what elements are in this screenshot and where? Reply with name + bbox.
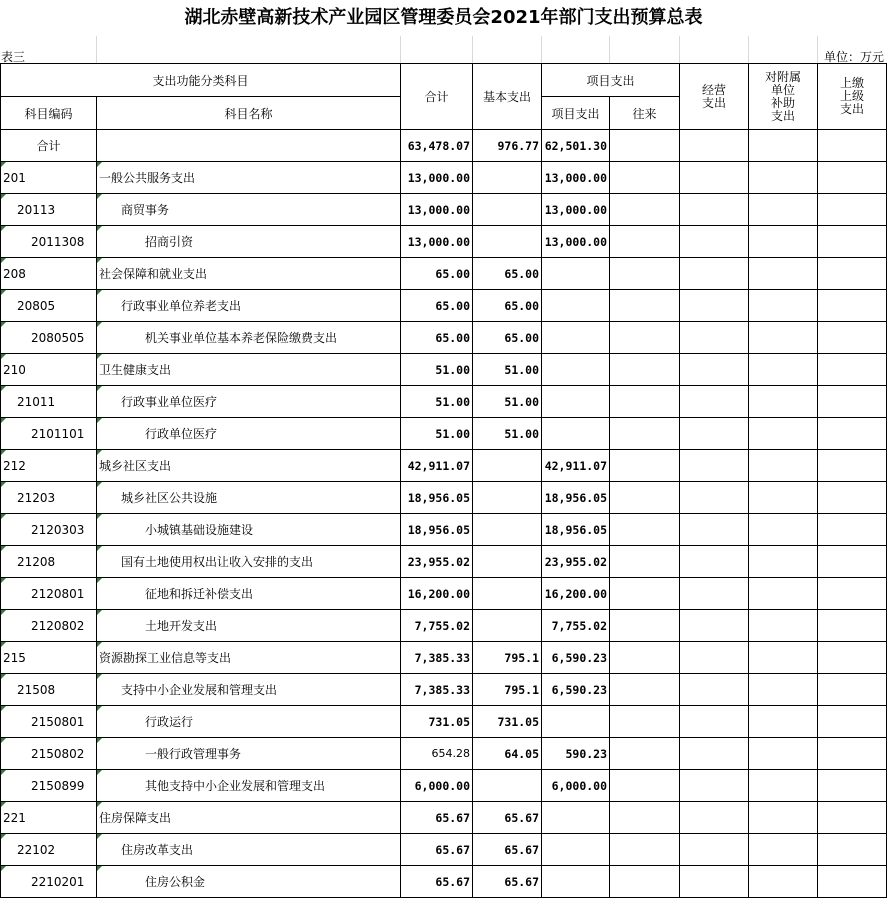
row-project bbox=[542, 802, 610, 834]
row-project: 18,956.05 bbox=[542, 514, 610, 546]
row-basic bbox=[473, 770, 542, 802]
row-total: 23,955.02 bbox=[401, 546, 473, 578]
row-basic bbox=[473, 226, 542, 258]
cell-empty bbox=[97, 130, 401, 162]
cell-empty bbox=[610, 130, 680, 162]
cell-empty bbox=[749, 290, 818, 322]
row-total: 731.05 bbox=[401, 706, 473, 738]
row-project: 13,000.00 bbox=[542, 162, 610, 194]
row-total: 16,200.00 bbox=[401, 578, 473, 610]
cell-empty bbox=[818, 866, 887, 898]
row-project: 7,755.02 bbox=[542, 610, 610, 642]
cell-empty bbox=[680, 546, 749, 578]
header-basic: 基本支出 bbox=[473, 64, 542, 130]
row-code: 2120802 bbox=[1, 610, 97, 642]
row-name: 行政单位医疗 bbox=[97, 418, 401, 450]
row-code: 201 bbox=[1, 162, 97, 194]
cell-empty bbox=[680, 610, 749, 642]
cell-empty bbox=[818, 770, 887, 802]
cell-empty bbox=[680, 130, 749, 162]
row-total: 65.67 bbox=[401, 834, 473, 866]
row-project bbox=[542, 258, 610, 290]
cell-empty bbox=[749, 418, 818, 450]
row-code: 20805 bbox=[1, 290, 97, 322]
cell-empty bbox=[680, 418, 749, 450]
row-project bbox=[542, 834, 610, 866]
row-code: 208 bbox=[1, 258, 97, 290]
row-name: 征地和拆迁补偿支出 bbox=[97, 578, 401, 610]
cell-empty bbox=[818, 610, 887, 642]
cell-empty bbox=[680, 514, 749, 546]
cell-empty bbox=[749, 258, 818, 290]
row-total: 18,956.05 bbox=[401, 514, 473, 546]
gridline bbox=[541, 36, 542, 63]
table-row bbox=[1, 514, 887, 546]
row-code: 2101101 bbox=[1, 418, 97, 450]
row-code: 22102 bbox=[1, 834, 97, 866]
cell-empty bbox=[818, 450, 887, 482]
cell-empty bbox=[610, 162, 680, 194]
cell-empty bbox=[749, 354, 818, 386]
header-code: 科目编码 bbox=[1, 97, 97, 130]
header-category: 支出功能分类科目 bbox=[1, 64, 401, 97]
cell-empty bbox=[818, 354, 887, 386]
row-project bbox=[542, 386, 610, 418]
row-total: 7,755.02 bbox=[401, 610, 473, 642]
table-row bbox=[1, 226, 887, 258]
cell-empty bbox=[610, 546, 680, 578]
row-total: 51.00 bbox=[401, 418, 473, 450]
cell-empty bbox=[818, 418, 887, 450]
row-basic: 65.00 bbox=[473, 322, 542, 354]
row-code: 21508 bbox=[1, 674, 97, 706]
cell-empty bbox=[749, 610, 818, 642]
cell-empty bbox=[818, 706, 887, 738]
budget-table bbox=[0, 63, 887, 898]
cell-empty bbox=[610, 418, 680, 450]
row-basic: 65.00 bbox=[473, 290, 542, 322]
header-name: 科目名称 bbox=[97, 97, 401, 130]
header-transfer: 往来 bbox=[610, 97, 680, 130]
row-code: 2210201 bbox=[1, 866, 97, 898]
table-row bbox=[1, 450, 887, 482]
row-basic: 51.00 bbox=[473, 418, 542, 450]
table-row bbox=[1, 290, 887, 322]
table-row bbox=[1, 578, 887, 610]
row-name: 行政事业单位医疗 bbox=[97, 386, 401, 418]
cell-empty bbox=[749, 226, 818, 258]
row-name: 其他支持中小企业发展和管理支出 bbox=[97, 770, 401, 802]
row-code: 221 bbox=[1, 802, 97, 834]
cell-empty bbox=[610, 802, 680, 834]
row-total: 65.00 bbox=[401, 322, 473, 354]
row-name: 土地开发支出 bbox=[97, 610, 401, 642]
gridline bbox=[609, 36, 610, 63]
cell-empty bbox=[818, 738, 887, 770]
row-code: 2011308 bbox=[1, 226, 97, 258]
row-total: 65.67 bbox=[401, 866, 473, 898]
cell-empty bbox=[680, 578, 749, 610]
row-project: 23,955.02 bbox=[542, 546, 610, 578]
row-total: 13,000.00 bbox=[401, 162, 473, 194]
cell-empty bbox=[610, 578, 680, 610]
row-basic bbox=[473, 450, 542, 482]
cell-empty bbox=[818, 802, 887, 834]
row-name: 行政运行 bbox=[97, 706, 401, 738]
row-code: 2080505 bbox=[1, 322, 97, 354]
row-project bbox=[542, 866, 610, 898]
row-code: 2120801 bbox=[1, 578, 97, 610]
cell-empty bbox=[818, 642, 887, 674]
cell-empty bbox=[818, 674, 887, 706]
row-name: 资源勘探工业信息等支出 bbox=[97, 642, 401, 674]
row-basic bbox=[473, 482, 542, 514]
row-name: 卫生健康支出 bbox=[97, 354, 401, 386]
header-remit: 上缴 上级 支出 bbox=[818, 64, 887, 130]
cell-empty bbox=[680, 226, 749, 258]
cell-empty bbox=[610, 706, 680, 738]
row-project: 6,000.00 bbox=[542, 770, 610, 802]
total-row bbox=[1, 130, 887, 162]
header-subsidy: 对附属 单位 补助 支出 bbox=[749, 64, 818, 130]
cell-empty bbox=[818, 482, 887, 514]
row-code: 2150801 bbox=[1, 706, 97, 738]
header-project-group: 项目支出 bbox=[542, 64, 680, 97]
cell-empty bbox=[680, 802, 749, 834]
cell-empty bbox=[749, 130, 818, 162]
cell-empty bbox=[610, 226, 680, 258]
cell-empty bbox=[610, 386, 680, 418]
table-row bbox=[1, 418, 887, 450]
row-code: 2150899 bbox=[1, 770, 97, 802]
cell-empty bbox=[610, 610, 680, 642]
cell-empty bbox=[818, 226, 887, 258]
row-name: 城乡社区支出 bbox=[97, 450, 401, 482]
table-row bbox=[1, 770, 887, 802]
cell-empty bbox=[680, 354, 749, 386]
row-total: 51.00 bbox=[401, 386, 473, 418]
table-row bbox=[1, 674, 887, 706]
cell-empty bbox=[749, 386, 818, 418]
row-basic bbox=[473, 610, 542, 642]
row-project: 13,000.00 bbox=[542, 194, 610, 226]
cell-empty bbox=[749, 738, 818, 770]
gridline bbox=[400, 36, 401, 63]
row-project: 18,956.05 bbox=[542, 482, 610, 514]
cell-empty bbox=[680, 162, 749, 194]
cell-empty bbox=[818, 386, 887, 418]
cell-empty bbox=[749, 322, 818, 354]
row-project bbox=[542, 706, 610, 738]
row-name: 商贸事务 bbox=[97, 194, 401, 226]
row-name: 招商引资 bbox=[97, 226, 401, 258]
row-basic: 65.67 bbox=[473, 834, 542, 866]
cell-empty bbox=[749, 482, 818, 514]
row-basic: 51.00 bbox=[473, 386, 542, 418]
row-name: 住房保障支出 bbox=[97, 802, 401, 834]
table-row bbox=[1, 834, 887, 866]
cell-empty bbox=[610, 482, 680, 514]
cell-empty bbox=[680, 194, 749, 226]
cell-empty bbox=[749, 834, 818, 866]
row-basic bbox=[473, 194, 542, 226]
cell-empty bbox=[610, 738, 680, 770]
row-name: 城乡社区公共设施 bbox=[97, 482, 401, 514]
table-row bbox=[1, 706, 887, 738]
cell-empty bbox=[818, 290, 887, 322]
row-basic bbox=[473, 546, 542, 578]
row-project: 6,590.23 bbox=[542, 642, 610, 674]
row-project: 42,911.07 bbox=[542, 450, 610, 482]
row-basic: 65.67 bbox=[473, 802, 542, 834]
cell-empty bbox=[818, 834, 887, 866]
table-row bbox=[1, 610, 887, 642]
row-code: 20113 bbox=[1, 194, 97, 226]
row-basic bbox=[473, 514, 542, 546]
row-code: 21203 bbox=[1, 482, 97, 514]
row-code: 21011 bbox=[1, 386, 97, 418]
row-basic: 795.1 bbox=[473, 674, 542, 706]
cell-empty bbox=[680, 770, 749, 802]
row-total: 42,911.07 bbox=[401, 450, 473, 482]
cell-empty bbox=[818, 162, 887, 194]
row-name: 机关事业单位基本养老保险缴费支出 bbox=[97, 322, 401, 354]
cell-empty bbox=[818, 194, 887, 226]
cell-empty bbox=[749, 546, 818, 578]
gridline bbox=[817, 36, 818, 63]
cell-empty bbox=[610, 674, 680, 706]
row-basic: 51.00 bbox=[473, 354, 542, 386]
header-project: 项目支出 bbox=[542, 97, 610, 130]
cell-empty bbox=[610, 322, 680, 354]
total-value: 63,478.07 bbox=[401, 130, 473, 162]
cell-empty bbox=[610, 514, 680, 546]
row-code: 2120303 bbox=[1, 514, 97, 546]
cell-empty bbox=[680, 706, 749, 738]
cell-empty bbox=[610, 770, 680, 802]
table-row bbox=[1, 642, 887, 674]
cell-empty bbox=[610, 194, 680, 226]
cell-empty bbox=[818, 322, 887, 354]
row-name: 行政事业单位养老支出 bbox=[97, 290, 401, 322]
cell-empty bbox=[680, 674, 749, 706]
cell-empty bbox=[749, 866, 818, 898]
cell-empty bbox=[680, 834, 749, 866]
page-title: 湖北赤壁高新技术产业园区管理委员会2021年部门支出预算总表 bbox=[184, 7, 703, 28]
cell-empty bbox=[749, 770, 818, 802]
total-label: 合计 bbox=[1, 130, 97, 162]
cell-empty bbox=[680, 738, 749, 770]
row-total: 654.28 bbox=[401, 738, 473, 770]
row-project bbox=[542, 418, 610, 450]
cell-empty bbox=[680, 386, 749, 418]
table-row bbox=[1, 802, 887, 834]
row-code: 21208 bbox=[1, 546, 97, 578]
cell-empty bbox=[610, 642, 680, 674]
cell-empty bbox=[610, 834, 680, 866]
row-project bbox=[542, 354, 610, 386]
cell-empty bbox=[818, 258, 887, 290]
gridline bbox=[748, 36, 749, 63]
gridline bbox=[96, 36, 97, 63]
row-name: 社会保障和就业支出 bbox=[97, 258, 401, 290]
cell-empty bbox=[749, 514, 818, 546]
table-row bbox=[1, 194, 887, 226]
cell-empty bbox=[749, 450, 818, 482]
table-row bbox=[1, 354, 887, 386]
row-basic: 731.05 bbox=[473, 706, 542, 738]
row-name: 一般公共服务支出 bbox=[97, 162, 401, 194]
row-code: 212 bbox=[1, 450, 97, 482]
row-code: 215 bbox=[1, 642, 97, 674]
total-project: 62,501.30 bbox=[542, 130, 610, 162]
cell-empty bbox=[749, 194, 818, 226]
total-basic: 976.77 bbox=[473, 130, 542, 162]
row-basic bbox=[473, 578, 542, 610]
row-name: 国有土地使用权出让收入安排的支出 bbox=[97, 546, 401, 578]
table-row bbox=[1, 866, 887, 898]
row-basic: 65.67 bbox=[473, 866, 542, 898]
row-project: 16,200.00 bbox=[542, 578, 610, 610]
row-name: 支持中小企业发展和管理支出 bbox=[97, 674, 401, 706]
cell-empty bbox=[680, 322, 749, 354]
cell-empty bbox=[610, 450, 680, 482]
cell-empty bbox=[749, 162, 818, 194]
cell-empty bbox=[749, 706, 818, 738]
row-total: 7,385.33 bbox=[401, 674, 473, 706]
row-total: 18,956.05 bbox=[401, 482, 473, 514]
cell-empty bbox=[680, 482, 749, 514]
cell-empty bbox=[680, 450, 749, 482]
cell-empty bbox=[610, 258, 680, 290]
table-row bbox=[1, 258, 887, 290]
table-row bbox=[1, 386, 887, 418]
cell-empty bbox=[818, 514, 887, 546]
row-total: 7,385.33 bbox=[401, 642, 473, 674]
table-row bbox=[1, 322, 887, 354]
row-total: 13,000.00 bbox=[401, 226, 473, 258]
row-total: 13,000.00 bbox=[401, 194, 473, 226]
row-basic: 795.1 bbox=[473, 642, 542, 674]
row-name: 住房改革支出 bbox=[97, 834, 401, 866]
row-total: 6,000.00 bbox=[401, 770, 473, 802]
cell-empty bbox=[749, 578, 818, 610]
cell-empty bbox=[818, 546, 887, 578]
row-basic: 65.00 bbox=[473, 258, 542, 290]
row-total: 65.67 bbox=[401, 802, 473, 834]
cell-empty bbox=[680, 258, 749, 290]
gridline bbox=[472, 36, 473, 63]
cell-empty bbox=[749, 802, 818, 834]
table-label: 表三 bbox=[1, 50, 26, 64]
row-name: 小城镇基础设施建设 bbox=[97, 514, 401, 546]
cell-empty bbox=[749, 642, 818, 674]
table-row bbox=[1, 738, 887, 770]
row-basic bbox=[473, 162, 542, 194]
cell-empty bbox=[680, 290, 749, 322]
row-name: 住房公积金 bbox=[97, 866, 401, 898]
cell-empty bbox=[818, 130, 887, 162]
row-project bbox=[542, 290, 610, 322]
header-total: 合计 bbox=[401, 64, 473, 130]
unit-label: 单位：万元 bbox=[823, 50, 884, 64]
cell-empty bbox=[680, 642, 749, 674]
row-name: 一般行政管理事务 bbox=[97, 738, 401, 770]
cell-empty bbox=[749, 674, 818, 706]
cell-empty bbox=[680, 866, 749, 898]
gridline bbox=[679, 36, 680, 63]
row-code: 2150802 bbox=[1, 738, 97, 770]
row-total: 65.00 bbox=[401, 258, 473, 290]
row-project bbox=[542, 322, 610, 354]
row-project: 6,590.23 bbox=[542, 674, 610, 706]
cell-empty bbox=[610, 866, 680, 898]
table-row bbox=[1, 482, 887, 514]
cell-empty bbox=[610, 354, 680, 386]
row-total: 51.00 bbox=[401, 354, 473, 386]
header-operating: 经营 支出 bbox=[680, 64, 749, 130]
row-project: 590.23 bbox=[542, 738, 610, 770]
row-code: 210 bbox=[1, 354, 97, 386]
table-row bbox=[1, 162, 887, 194]
cell-empty bbox=[610, 290, 680, 322]
row-basic: 64.05 bbox=[473, 738, 542, 770]
table-row bbox=[1, 546, 887, 578]
cell-empty bbox=[818, 578, 887, 610]
row-project: 13,000.00 bbox=[542, 226, 610, 258]
row-total: 65.00 bbox=[401, 290, 473, 322]
